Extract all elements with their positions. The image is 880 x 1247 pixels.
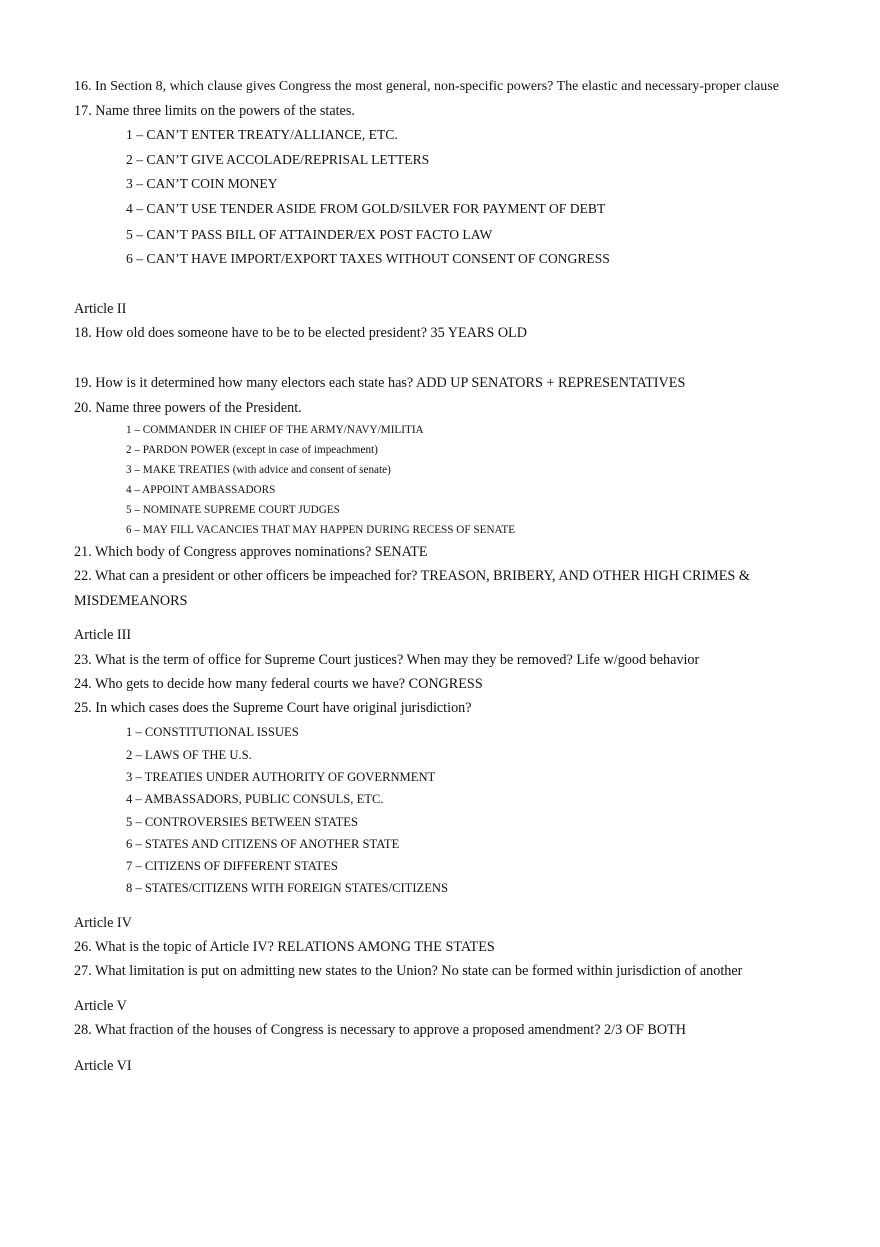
list-item: 4 – AMBASSADORS, PUBLIC CONSULS, ETC. xyxy=(126,792,384,806)
question-22-continued: MISDEMEANORS xyxy=(74,593,188,609)
question-26: 26. What is the topic of Article IV? RELATIONS AMONG THE STATES xyxy=(74,939,495,955)
section-heading-article-iv: Article IV xyxy=(74,915,132,931)
list-item: 4 – APPOINT AMBASSADORS xyxy=(126,484,276,496)
list-item: 1 – CAN’T ENTER TREATY/ALLIANCE, ETC. xyxy=(126,127,398,142)
list-item: 6 – STATES AND CITIZENS OF ANOTHER STATE xyxy=(126,837,400,851)
section-heading-article-iii: Article III xyxy=(74,627,132,643)
section-heading-article-vi: Article VI xyxy=(74,1058,132,1074)
list-item: 5 – CONTROVERSIES BETWEEN STATES xyxy=(126,815,358,829)
question-16: 16. In Section 8, which clause gives Congress the most general, non-specific powers? The elastic and necessary-proper clause xyxy=(74,79,779,94)
question-27: 27. What limitation is put on admitting new states to the Union? No state can be formed within jurisdiction of another xyxy=(74,963,743,979)
list-item: 1 – COMMANDER IN CHIEF OF THE ARMY/NAVY/MILITIA xyxy=(126,424,424,436)
list-item: 6 – MAY FILL VACANCIES THAT MAY HAPPEN DURING RECESS OF SENATE xyxy=(126,524,516,536)
section-heading-article-ii: Article II xyxy=(74,301,127,317)
list-item: 3 – MAKE TREATIES (with advice and consent of senate) xyxy=(126,464,391,476)
list-item: 5 – CAN’T PASS BILL OF ATTAINDER/EX POST FACTO LAW xyxy=(126,227,493,242)
question-25: 25. In which cases does the Supreme Court have original jurisdiction? xyxy=(74,700,472,716)
question-23: 23. What is the term of office for Supreme Court justices? When may they be removed? Life w/good behavior xyxy=(74,652,700,668)
list-item: 2 – LAWS OF THE U.S. xyxy=(126,748,252,762)
list-item: 2 – CAN’T GIVE ACCOLADE/REPRISAL LETTERS xyxy=(126,152,430,167)
question-19: 19. How is it determined how many electors each state has? ADD UP SENATORS + REPRESENTATIVES xyxy=(74,375,686,391)
list-item: 4 – CAN’T USE TENDER ASIDE FROM GOLD/SILVER FOR PAYMENT OF DEBT xyxy=(126,201,606,216)
list-item: 7 – CITIZENS OF DIFFERENT STATES xyxy=(126,859,338,873)
section-heading-article-v: Article V xyxy=(74,998,127,1014)
question-18: 18. How old does someone have to be to be elected president? 35 YEARS OLD xyxy=(74,325,527,341)
list-item: 5 – NOMINATE SUPREME COURT JUDGES xyxy=(126,504,340,516)
list-item: 2 – PARDON POWER (except in case of impeachment) xyxy=(126,444,378,456)
list-item: 3 – CAN’T COIN MONEY xyxy=(126,176,278,191)
question-17: 17. Name three limits on the powers of the states. xyxy=(74,103,355,119)
question-21: 21. Which body of Congress approves nominations? SENATE xyxy=(74,544,428,560)
question-24: 24. Who gets to decide how many federal courts we have? CONGRESS xyxy=(74,676,483,692)
question-22: 22. What can a president or other officers be impeached for? TREASON, BRIBERY, AND OTHER HIGH CRIMES & xyxy=(74,568,750,584)
list-item: 3 – TREATIES UNDER AUTHORITY OF GOVERNMENT xyxy=(126,770,436,784)
question-28: 28. What fraction of the houses of Congress is necessary to approve a proposed amendment? 2/3 OF BOTH xyxy=(74,1022,687,1038)
question-20: 20. Name three powers of the President. xyxy=(74,400,302,416)
list-item: 6 – CAN’T HAVE IMPORT/EXPORT TAXES WITHOUT CONSENT OF CONGRESS xyxy=(126,251,610,266)
list-item: 8 – STATES/CITIZENS WITH FOREIGN STATES/CITIZENS xyxy=(126,881,449,895)
list-item: 1 – CONSTITUTIONAL ISSUES xyxy=(126,725,299,739)
